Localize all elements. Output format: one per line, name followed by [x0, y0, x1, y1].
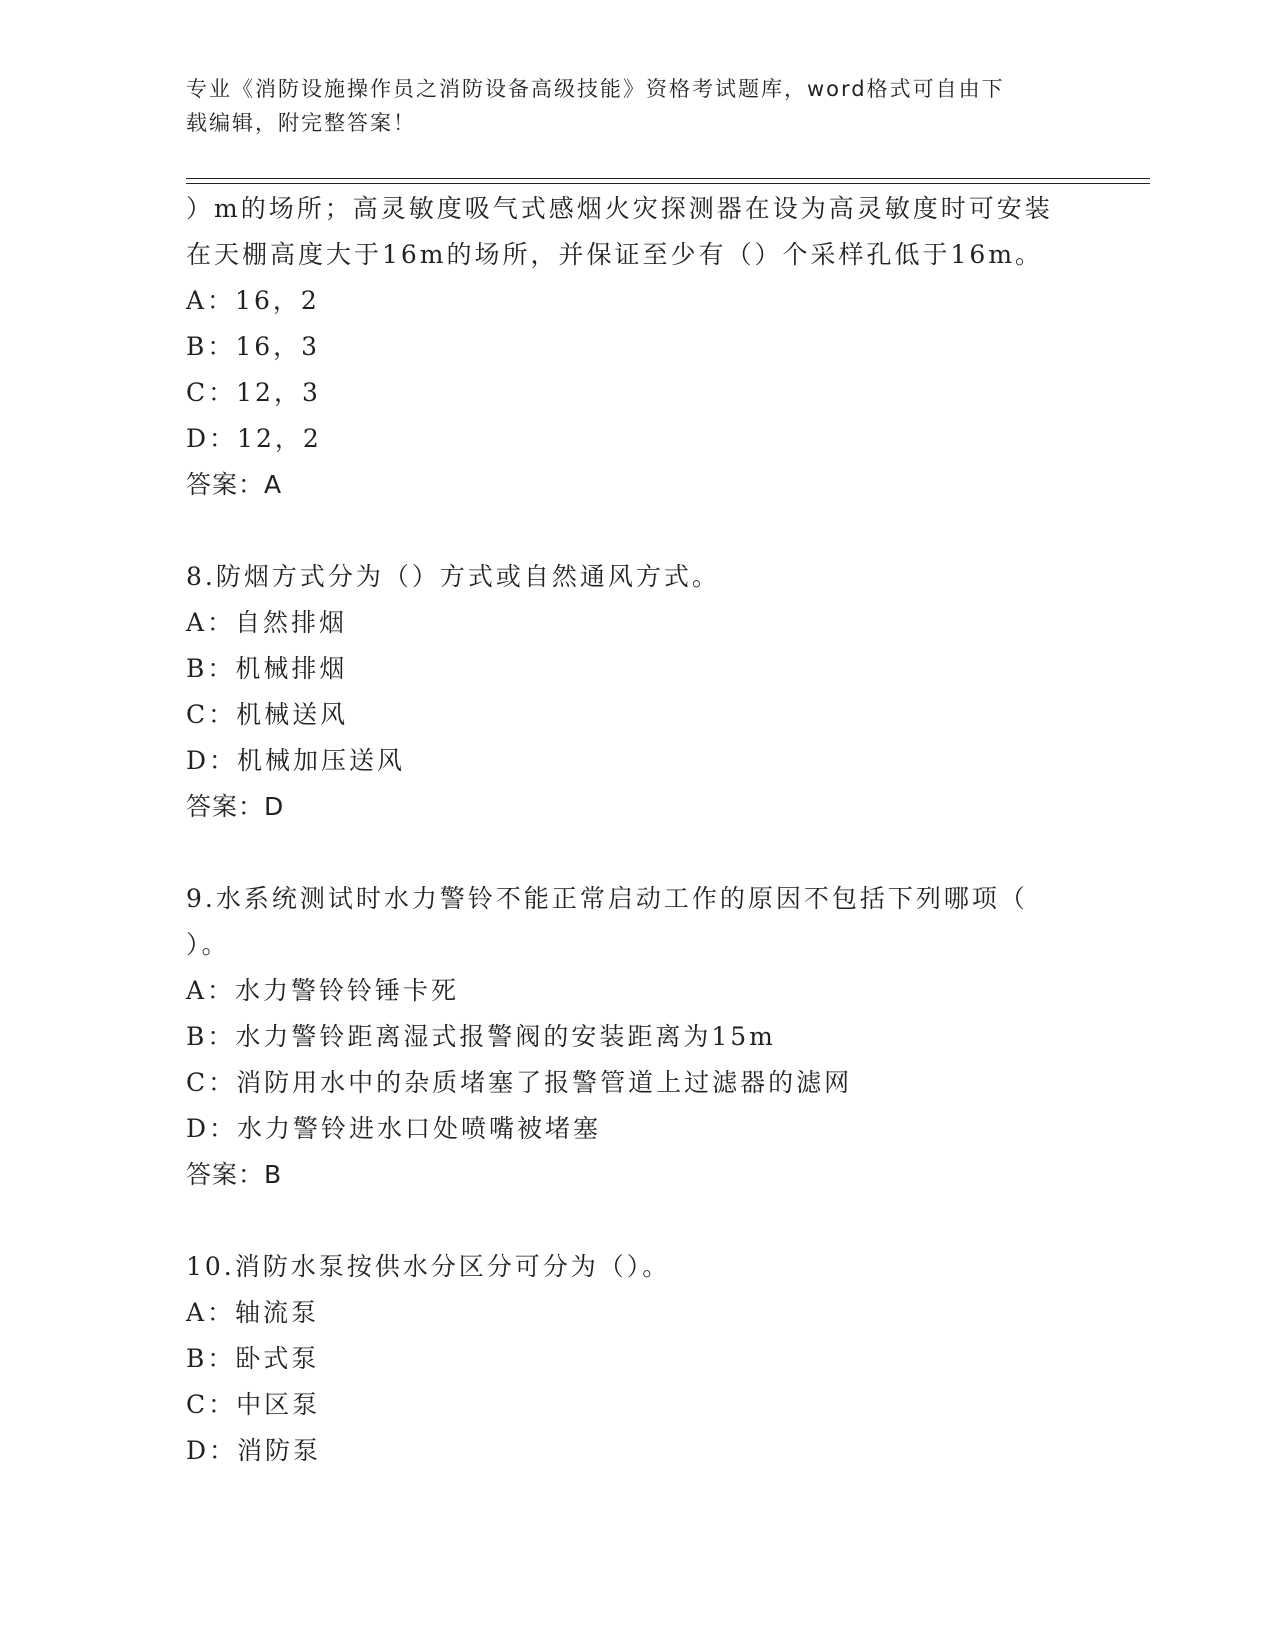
- question-7: [186, 186, 1086, 508]
- question-7-option-c: C：12，3: [186, 378, 321, 407]
- page-header: [186, 72, 1066, 140]
- question-8-option-d: D：机械加压送风: [186, 746, 406, 775]
- question-8-option-b: B：机械排烟: [186, 654, 348, 683]
- header-rule-bottom: [186, 183, 1150, 184]
- question-7-option-b: B：16，3: [186, 332, 321, 361]
- question-10: [186, 1244, 1086, 1474]
- spacer: [186, 1198, 1086, 1244]
- question-8-stem: 8.防烟方式分为（）方式或自然通风方式。: [186, 562, 720, 591]
- question-10-option-d: D：消防泵: [186, 1436, 322, 1465]
- question-9-answer: 答案：B: [186, 1160, 283, 1189]
- header-line-1: 专业《消防设施操作员之消防设备高级技能》资格考试题库，word格式可自由下: [186, 77, 1005, 101]
- question-7-option-a: A：16，2: [186, 286, 320, 315]
- header-rule-top: [186, 178, 1150, 179]
- question-9-option-c: C：消防用水中的杂质堵塞了报警管道上过滤器的滤网: [186, 1068, 853, 1097]
- question-9-option-b: B：水力警铃距离湿式报警阀的安装距离为15m: [186, 1022, 776, 1051]
- question-9-option-d: D：水力警铃进水口处喷嘴被堵塞: [186, 1114, 602, 1143]
- question-10-option-c: C：中区泵: [186, 1390, 321, 1419]
- header-line-2: 载编辑，附完整答案！: [186, 111, 416, 135]
- question-8-option-c: C：机械送风: [186, 700, 349, 729]
- question-7-stem-line-1: ）m的场所；高灵敏度吸气式感烟火灾探测器在设为高灵敏度时可安装: [186, 194, 1053, 223]
- question-8-option-a: A：自然排烟: [186, 608, 348, 637]
- question-10-option-a: A：轴流泵: [186, 1298, 320, 1327]
- question-9-option-a: A：水力警铃铃锤卡死: [186, 976, 460, 1005]
- question-list: [186, 186, 1086, 1474]
- question-9-stem-line-1: 9.水系统测试时水力警铃不能正常启动工作的原因不包括下列哪项（: [186, 884, 1028, 913]
- question-7-answer: 答案：A: [186, 470, 283, 499]
- spacer: [186, 508, 1086, 554]
- question-7-stem-line-2: 在天棚高度大于16m的场所，并保证至少有（）个采样孔低于16m。: [186, 240, 1044, 269]
- spacer: [186, 830, 1086, 876]
- question-9: [186, 876, 1086, 1198]
- question-9-stem-line-2: ）。: [186, 930, 230, 959]
- question-10-option-b: B：卧式泵: [186, 1344, 320, 1373]
- question-10-stem: 10.消防水泵按供水分区分可分为（）。: [186, 1252, 671, 1281]
- question-7-option-d: D：12，2: [186, 424, 322, 453]
- question-8: [186, 554, 1086, 830]
- question-8-answer: 答案：D: [186, 792, 285, 821]
